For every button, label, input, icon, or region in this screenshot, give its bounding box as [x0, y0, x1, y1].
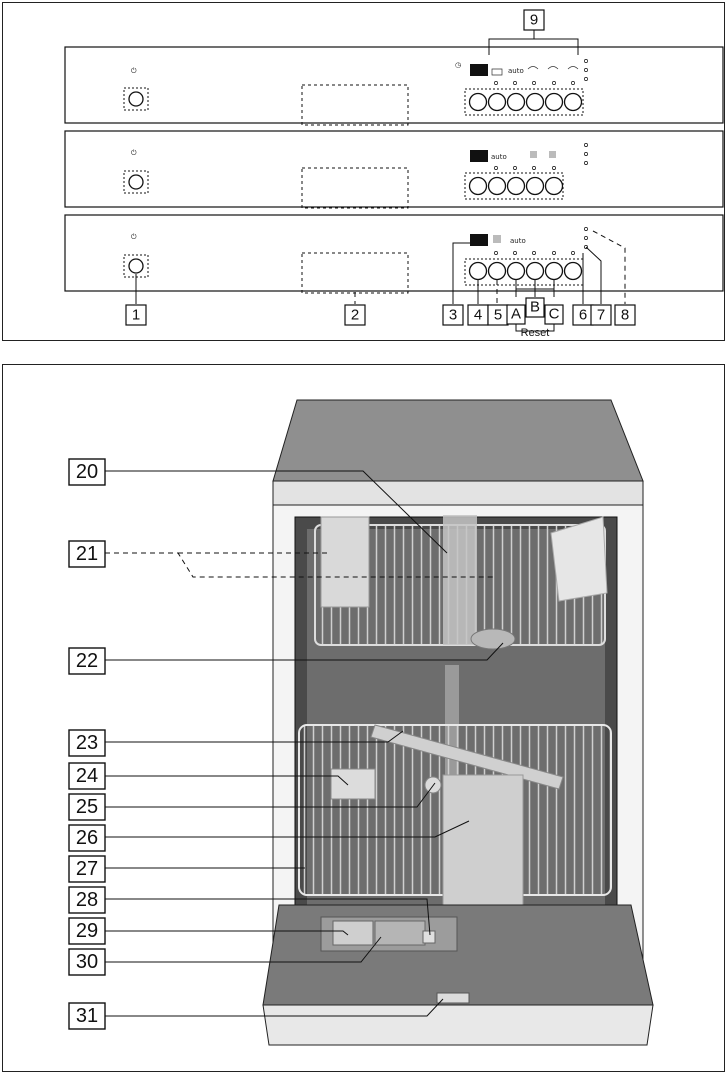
svg-text:30: 30 [75, 951, 99, 973]
svg-text:5: 5 [493, 306, 503, 324]
svg-text:23: 23 [75, 732, 99, 754]
callout-3 [443, 305, 463, 325]
callout-24 [69, 763, 105, 789]
callout-C [545, 305, 563, 324]
svg-text:C: C [548, 305, 560, 323]
svg-text:20: 20 [75, 461, 99, 483]
callout-4 [468, 305, 488, 325]
svg-text:21: 21 [75, 543, 99, 565]
dishwasher-diagram [3, 365, 724, 1071]
control-panel-diagram [3, 3, 724, 340]
svg-text:3: 3 [448, 306, 458, 324]
callout-8 [615, 305, 635, 325]
callout-6 [573, 305, 593, 325]
callout-30 [69, 949, 105, 975]
callout-2 [345, 305, 365, 325]
svg-text:2: 2 [350, 306, 360, 324]
callout-25 [69, 794, 105, 820]
auto-label: auto [510, 237, 526, 245]
control-panel-variant-2 [65, 131, 723, 208]
svg-text:22: 22 [75, 650, 99, 672]
display [470, 64, 488, 76]
callout-9 [524, 10, 544, 30]
callout-21 [69, 541, 105, 567]
svg-text:1: 1 [131, 306, 141, 324]
svg-text:4: 4 [473, 306, 483, 324]
callout-20 [69, 459, 105, 485]
svg-text:28: 28 [75, 889, 99, 911]
svg-text:25: 25 [75, 796, 99, 818]
dishwasher-figure [2, 364, 725, 1072]
svg-text:8: 8 [620, 306, 630, 324]
control-panel-variant-3 [65, 215, 723, 293]
callout-28 [69, 887, 105, 913]
power-symbol: ⏻ [131, 233, 137, 241]
svg-text:7: 7 [596, 306, 606, 324]
svg-text:6: 6 [578, 306, 588, 324]
power-symbol: ⏻ [131, 67, 137, 75]
auto-label: auto [491, 153, 507, 161]
svg-text:31: 31 [75, 1005, 99, 1027]
svg-text:◷: ◷ [455, 61, 462, 69]
callout-1 [126, 305, 146, 325]
auto-label: auto [508, 67, 524, 75]
power-symbol: ⏻ [131, 149, 137, 157]
svg-text:27: 27 [75, 858, 99, 880]
callout-7 [591, 305, 611, 325]
lower-basket [299, 725, 611, 905]
svg-text:29: 29 [75, 920, 99, 942]
svg-text:9: 9 [529, 11, 539, 29]
callout-27 [69, 856, 105, 882]
callout-A [507, 305, 525, 324]
callout-26 [69, 825, 105, 851]
dishwasher-door [263, 905, 653, 1045]
control-panel-figure [2, 2, 725, 341]
svg-text:B: B [529, 298, 541, 316]
callout-29 [69, 918, 105, 944]
main-switch-knob [129, 92, 143, 106]
reset-label: Reset [520, 327, 550, 339]
callout-31 [69, 1003, 105, 1029]
callout-B [526, 298, 544, 317]
callout-5 [488, 305, 508, 325]
upper-basket [315, 515, 607, 649]
svg-text:26: 26 [75, 827, 99, 849]
svg-text:A: A [510, 305, 522, 323]
callout-22 [69, 648, 105, 674]
svg-text:24: 24 [75, 765, 99, 787]
control-panel-variant-1 [65, 47, 723, 125]
callout-23 [69, 730, 105, 756]
